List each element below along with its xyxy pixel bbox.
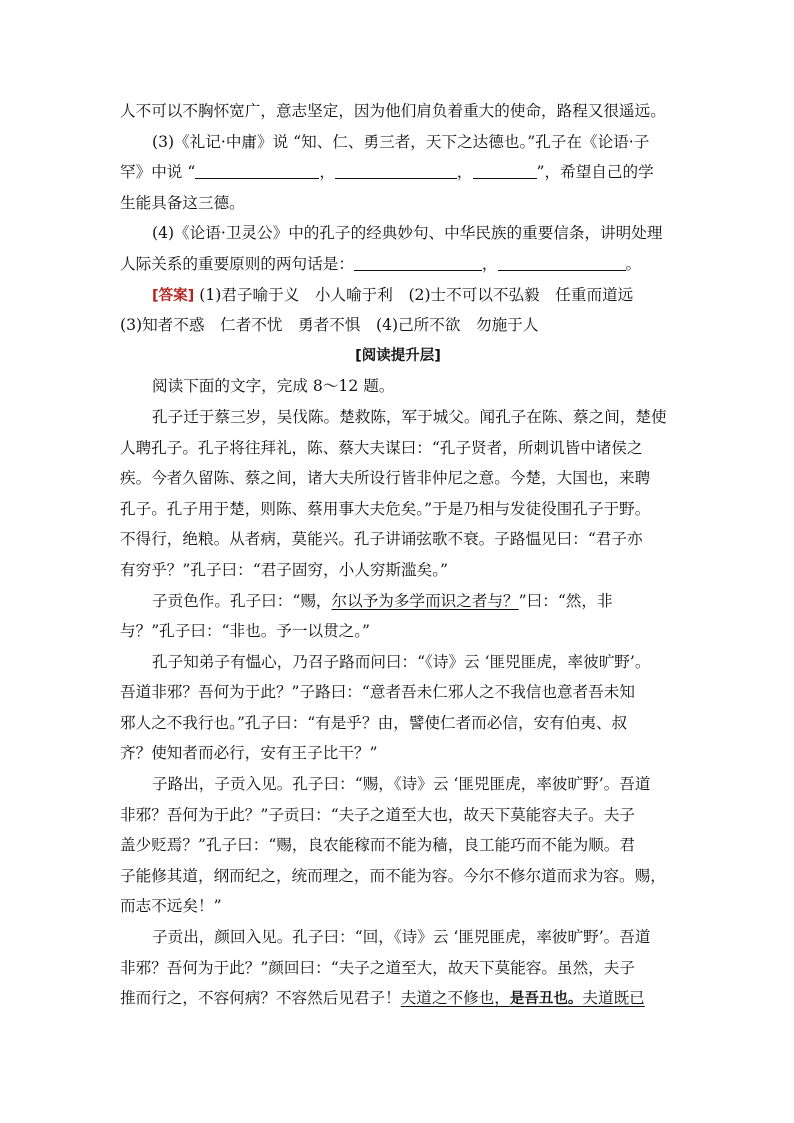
passage-line: 子贡出，颜回入见。孔子曰：“回，《诗》云 ‘匪兕匪虎，率彼旷野’。吾道: [152, 928, 651, 947]
passage-line: 而志不远矣！”: [120, 897, 222, 916]
question-3-line-3: 生能具备这三德。: [120, 193, 245, 212]
answer-line-1: [答案] (1)君子喻于义 小人喻于利 (2)士不可以不弘毅 任重而道远: [152, 285, 634, 304]
passage-line: 子路出，子贡入见。孔子曰：“赐，《诗》云 ‘匪兕匪虎，率彼旷野’。吾道: [152, 775, 651, 794]
answer-blank-1[interactable]: [195, 162, 319, 179]
passage-line: 疾。今者久留陈、蔡之间，诸大夫所设行皆非仲尼之意。今楚，大国也，来聘: [120, 469, 651, 488]
passage-line: 孔子。孔子用于楚，则陈、蔡用事大夫危矣。”于是乃相与发徒役围孔子于野。: [120, 499, 651, 518]
passage-line: 邪人之不我行也。”孔子曰：“有是乎？由，譬使仁者而必信，安有伯夷、叔: [120, 713, 628, 732]
passage-line: 人聘孔子。孔子将往拜礼，陈、蔡大夫谋曰：“孔子贤者，所刺讥皆中诸侯之: [120, 438, 643, 457]
passage-line: 子能修其道，纲而纪之，统而理之，而不能为容。今尔不修尔道而求为容。赐，: [120, 866, 666, 885]
answer-blank-3[interactable]: [473, 162, 537, 179]
instruction-line: 阅读下面的文字，完成 8～12 题。: [152, 377, 395, 396]
question-4-line-2: 人际关系的重要原则的两句话是： ， 。: [120, 254, 642, 273]
question-3-line-1: (3)《礼记·中庸》说 “知、仁、勇三者，天下之达德也。”孔子在《论语·子: [152, 132, 650, 151]
passage-line: 孔子知弟子有愠心，乃召子路而问曰：“《诗》云 ‘匪兕匪虎，率彼旷野’。: [152, 652, 651, 671]
underlined-sentence: 尔以予为多学而识之者与？: [331, 591, 519, 610]
passage-line: 有穷乎？”孔子曰：“君子固穷，小人穷斯滥矣。”: [120, 560, 448, 579]
passage-line: 不得行，绝粮。从者病，莫能兴。孔子讲诵弦歌不衰。子路愠见曰：“君子亦: [120, 530, 643, 549]
passage-line: 非邪？吾何为于此？”颜回曰：“夫子之道至大，故天下莫能容。虽然，夫子: [120, 958, 635, 977]
passage-line: 子贡色作。孔子曰：“赐，尔以予为多学而识之者与？”曰：“然，非: [152, 591, 613, 610]
underlined-sentence: 是吾丑也。: [509, 991, 583, 1008]
answer-blank-2[interactable]: [335, 162, 457, 179]
answer-blank-4[interactable]: [354, 254, 482, 271]
answer-blank-5[interactable]: [498, 254, 626, 271]
passage-line: 孔子迁于蔡三岁，吴伐陈。楚救陈，军于城父。闻孔子在陈、蔡之间，楚使: [152, 407, 667, 426]
paragraph-line: 人不可以不胸怀宽广，意志坚定，因为他们肩负着重大的使命，路程又很遥远。: [120, 102, 666, 120]
question-4-line-1: (4)《论语·卫灵公》中的孔子的经典妙句、中华民族的重要信条，讲明处理: [152, 224, 663, 243]
answer-line-2: (3)知者不惑 仁者不忧 勇者不惧 (4)己所不欲 勿施于人: [120, 316, 539, 335]
underlined-sentence: 夫道既已: [582, 989, 645, 1008]
passage-line: 非邪？吾何为于此？”子贡曰：“夫子之道至大也，故天下莫能容夫子。夫子: [120, 805, 635, 824]
answer-tag: [答案]: [152, 287, 195, 304]
passage-line: 推而行之，不容何病？不容然后见君子！夫道之不修也，是吾丑也。夫道既已: [120, 989, 645, 1008]
section-title: [阅读提升层]: [355, 347, 441, 364]
underlined-sentence: 夫道之不修也，: [400, 989, 510, 1008]
passage-line: 吾道非邪？吾何为于此？”子路曰：“意者吾未仁邪人之不我信也意者吾未知: [120, 683, 635, 702]
question-3-line-2: 罕》中说 “ ， ， ”，希望自己的学: [120, 163, 654, 182]
passage-line: 盖少贬焉？”孔子曰：“赐，良农能稼而不能为穑，良工能巧而不能为顺。君: [120, 836, 635, 855]
passage-line: 齐？使知者而必行，安有王子比干？”: [120, 744, 378, 763]
passage-line: 与？”孔子曰：“非也。予一以贯之。”: [120, 622, 371, 641]
